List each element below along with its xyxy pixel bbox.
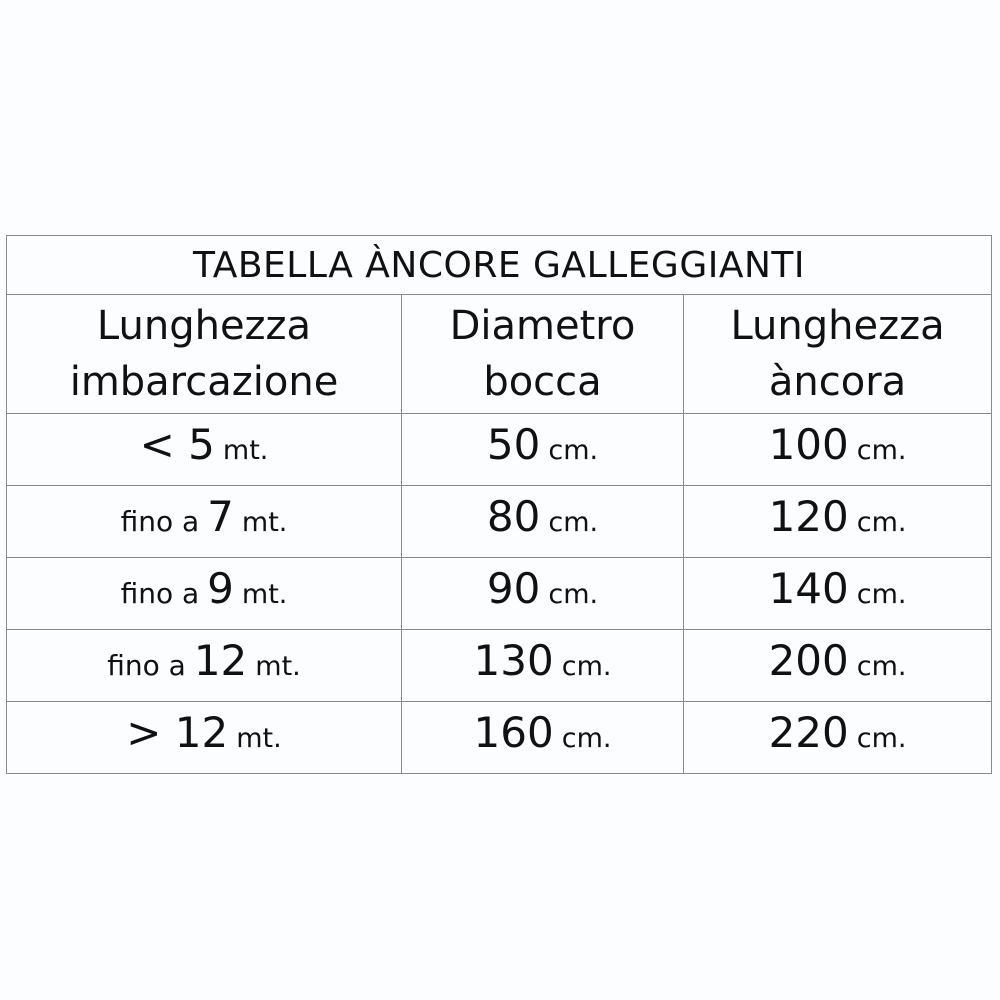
boat-length-value: 7 bbox=[207, 492, 234, 541]
anchor-length-unit: cm. bbox=[856, 651, 907, 682]
boat-length-unit: mt. bbox=[236, 723, 282, 754]
header-boat-length bbox=[7, 295, 402, 414]
mouth-diameter-unit: cm. bbox=[561, 651, 612, 682]
table-header-row bbox=[7, 295, 992, 414]
mouth-diameter-cell bbox=[402, 702, 684, 774]
header-boat-length-line2: imbarcazione bbox=[69, 359, 339, 405]
header-anchor-length-line1: Lunghezza bbox=[730, 303, 945, 349]
anchor-length-cell bbox=[684, 558, 992, 630]
mouth-diameter-value: 90 bbox=[486, 564, 541, 613]
table-title: TABELLA ÀNCORE GALLEGGIANTI bbox=[7, 236, 992, 295]
mouth-diameter-value: 80 bbox=[486, 492, 541, 541]
boat-length-unit: mt. bbox=[241, 507, 288, 538]
boat-length-value: 12 bbox=[193, 636, 248, 685]
mouth-diameter-cell bbox=[402, 558, 684, 630]
anchor-length-unit: cm. bbox=[856, 507, 907, 538]
anchor-length-unit: cm. bbox=[856, 435, 907, 466]
table-row bbox=[7, 630, 992, 702]
mouth-diameter-unit: cm. bbox=[561, 723, 612, 754]
table-row bbox=[7, 702, 992, 774]
boat-length-cell bbox=[7, 630, 402, 702]
table-row bbox=[7, 414, 992, 486]
anchor-size-table bbox=[6, 235, 992, 774]
mouth-diameter-unit: cm. bbox=[548, 435, 599, 466]
header-anchor-length bbox=[684, 295, 992, 414]
anchor-length-value: 120 bbox=[768, 492, 849, 541]
mouth-diameter-value: 160 bbox=[473, 708, 554, 757]
anchor-length-cell bbox=[684, 702, 992, 774]
boat-length-value: > 12 bbox=[126, 708, 229, 757]
anchor-length-unit: cm. bbox=[856, 579, 907, 610]
table-row bbox=[7, 486, 992, 558]
anchor-length-value: 200 bbox=[768, 636, 849, 685]
header-mouth-diameter bbox=[402, 295, 684, 414]
header-mouth-diameter-line2: bocca bbox=[483, 359, 602, 405]
boat-length-cell bbox=[7, 486, 402, 558]
boat-length-unit: mt. bbox=[241, 579, 288, 610]
mouth-diameter-cell bbox=[402, 630, 684, 702]
header-anchor-length-line2: àncora bbox=[768, 359, 907, 405]
mouth-diameter-value: 130 bbox=[473, 636, 554, 685]
boat-length-cell bbox=[7, 558, 402, 630]
anchor-length-cell bbox=[684, 486, 992, 558]
boat-length-cell bbox=[7, 414, 402, 486]
table-row bbox=[7, 558, 992, 630]
header-mouth-diameter-line1: Diametro bbox=[449, 303, 636, 349]
boat-length-value: < 5 bbox=[139, 420, 215, 469]
mouth-diameter-unit: cm. bbox=[548, 507, 599, 538]
anchor-length-value: 100 bbox=[768, 420, 849, 469]
boat-length-value: 9 bbox=[207, 564, 234, 613]
anchor-length-value: 140 bbox=[768, 564, 849, 613]
boat-length-prefix: fino a bbox=[120, 577, 200, 610]
header-boat-length-line1: Lunghezza bbox=[96, 303, 312, 349]
anchor-length-cell bbox=[684, 414, 992, 486]
mouth-diameter-cell bbox=[402, 486, 684, 558]
boat-length-unit: mt. bbox=[222, 435, 269, 466]
anchor-length-unit: cm. bbox=[856, 723, 907, 754]
boat-length-prefix: fino a bbox=[107, 649, 186, 682]
mouth-diameter-cell bbox=[402, 414, 684, 486]
anchor-length-value: 220 bbox=[768, 708, 849, 757]
mouth-diameter-unit: cm. bbox=[548, 579, 599, 610]
boat-length-cell bbox=[7, 702, 402, 774]
anchor-length-cell bbox=[684, 630, 992, 702]
mouth-diameter-value: 50 bbox=[486, 420, 541, 469]
boat-length-prefix: fino a bbox=[120, 505, 200, 538]
boat-length-unit: mt. bbox=[255, 651, 301, 682]
table-title-row bbox=[7, 236, 992, 295]
